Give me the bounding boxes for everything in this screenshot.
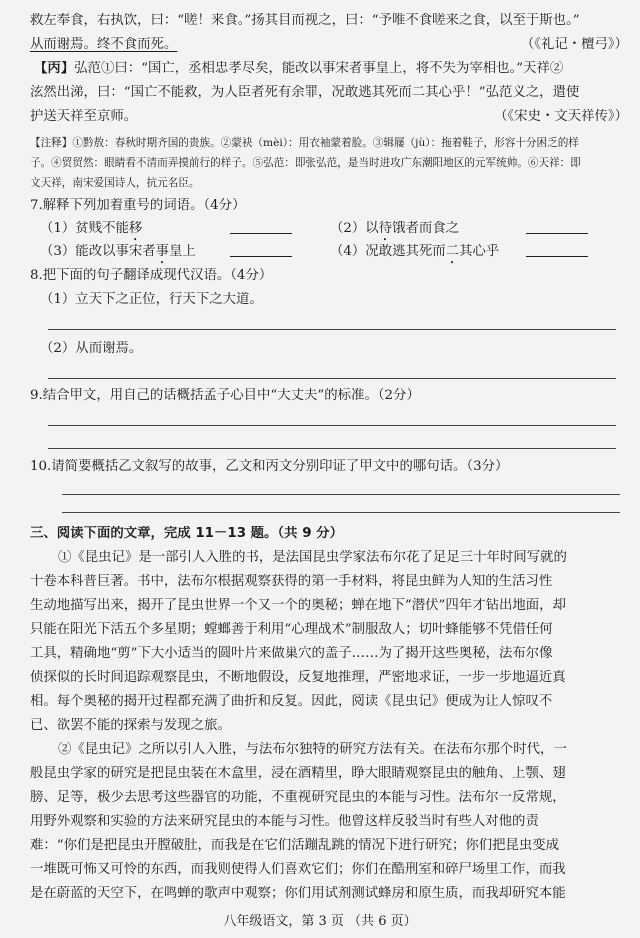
text-span: （3）能改以事宋者 <box>40 244 156 259</box>
text-line: 护送天祥至京师。 <box>30 109 138 124</box>
paragraph-1-line: 只能在阳光下活五个多星期；螳螂善于利用“心理战术”制服敌人；切叶蜂能够不凭借任何 <box>30 622 553 637</box>
text-span: （4）况敢逃其死而 <box>330 244 446 259</box>
emphasis-word: 二 <box>445 244 460 259</box>
underlined-sentence: 从而谢焉。终不食而死。 <box>30 37 178 52</box>
q7-item-4 <box>330 244 530 267</box>
paragraph-2-line: 般昆虫学家的研究是把昆虫装在木盒里，浸在酒精里，睁大眼睛观察昆虫的触角、上颚、翅 <box>30 766 566 781</box>
paragraph-1-line: 侦探似的长时间追踪观察昆虫，不断地假设，反复地推理，严密地求证，一步一步地逼近真 <box>30 670 566 685</box>
answer-line[interactable] <box>48 329 616 330</box>
paragraph-2-line: 膀、足等，极少去思考这些器官的功能，不重视研究昆虫的本能与习性。法布尔一反常规， <box>30 790 566 805</box>
paragraph-1-line: 生动地描写出来，揭开了昆虫世界一个又一个的奥秘；蝉在地下“潜伏”四年才钻出地面，却 <box>30 598 566 613</box>
text-line: 救左奉食，右执饮，曰：“嗟！来食。”扬其目而视之，曰：“予唯不食嗟来之食，以至于斯也。” <box>30 13 580 28</box>
answer-blank[interactable] <box>526 244 588 257</box>
text-span: 其心乎 <box>459 244 500 259</box>
text-line <box>34 61 628 77</box>
question-title: 9.结合甲文，用自己的话概括孟子心目中“大丈夫”的标准。（2分） <box>30 388 420 403</box>
note-line: 文天祥，南宋爱国诗人，抗元名臣。 <box>30 177 200 189</box>
page-footer: 八年级语文，第 3 页 （共 6 页） <box>223 914 417 929</box>
paragraph-1-line: 相。每个奥秘的揭开过程都充满了曲折和反复。因此，阅读《昆虫记》便成为让人惊叹不 <box>30 694 553 709</box>
answer-line[interactable] <box>48 448 616 449</box>
answer-line[interactable] <box>48 378 616 379</box>
text-span: 弘范①曰：“国亡，丞相忠孝尽矣，能改以事宋者事皇上，将不失为宰相也。”天祥② <box>74 61 564 76</box>
paragraph-1-line: ①《昆虫记》是一部引人入胜的书，是法国昆虫学家法布尔花了足足三十年时间写就的 <box>58 550 567 565</box>
source-citation: （《宋史・文天祥传》） <box>494 109 628 124</box>
answer-blank-wrap <box>224 221 304 239</box>
text-span: 饿者而食之 <box>392 221 460 236</box>
emphasis-word: 事 <box>155 244 170 259</box>
paragraph-2-line: 用野外观察和实验的方法来研究昆虫的本能与习性。他曾这样反驳当时有些人对他的责 <box>30 814 539 829</box>
q7-item-3 <box>40 244 240 267</box>
answer-blank[interactable] <box>526 221 588 234</box>
answer-blank-wrap <box>224 244 304 262</box>
text-span: （2）以 <box>330 221 379 236</box>
note-line: 【注释】①黔敖：春秋时期齐国的贵族。②蒙袂（mèi）：用衣袖蒙着脸。③辑屦（jù）：拖着鞋子，形容十分困乏的样 <box>30 137 579 149</box>
source-citation: （《礼记・檀弓》） <box>520 37 628 52</box>
passage-tag: 【丙】 <box>34 61 75 76</box>
emphasis-word: 移 <box>128 221 143 236</box>
paragraph-2-line: 一堆既可怖又可怜的东西，而我则使得人们喜欢它们；你们在酷刑室和碎尸场里工作，而我 <box>30 862 566 877</box>
paragraph-2-line: ②《昆虫记》之所以引人入胜，与法布尔独特的研究方法有关。在法布尔那个时代，一 <box>58 742 567 757</box>
answer-blank-wrap <box>520 244 600 262</box>
text-span: （1）贫贱不能 <box>40 221 129 236</box>
paragraph-1-line: 工具，精确地“剪”下大小适当的圆叶片来做巢穴的盖子……为了揭开这些奥秘，法布尔像 <box>30 646 553 661</box>
emphasis-word: 待 <box>378 221 393 236</box>
answer-blank-wrap <box>520 221 600 239</box>
answer-blank[interactable] <box>230 244 292 257</box>
q7-item-2 <box>330 221 530 244</box>
answer-blank[interactable] <box>230 221 292 234</box>
note-line: 子。④贸贸然：眼睛看不清而弄摸前行的样子。⑤弘范：即张弘范，是当时进攻广东潮阳地区的元军统帅。⑥天祥：即 <box>30 157 581 169</box>
section-heading: 三、阅读下面的文章，完成 11－13 题。（共 9 分） <box>30 526 343 541</box>
text-line: 泫然出涕，曰：“国亡不能救，为人臣者死有余罪，况敢逃其死而二其心乎！”弘范义之，遣使 <box>30 85 580 100</box>
answer-line[interactable] <box>48 425 616 426</box>
answer-line[interactable] <box>62 494 620 495</box>
question-title: 10.请简要概括乙文叙写的故事，乙文和丙文分别印证了甲文中的哪句话。（3分） <box>30 459 509 474</box>
question-title: 7.解释下列加着重号的词语。（4分） <box>30 198 246 213</box>
q8-sentence-2: （2）从而谢焉。 <box>40 341 143 356</box>
paragraph-1-line: 十卷本科普巨著。书中，法布尔根据观察获得的第一手材料，将昆虫鲜为人知的生活习性 <box>30 574 553 589</box>
q8-sentence-1: （1）立天下之正位，行天下之大道。 <box>40 292 263 307</box>
answer-line[interactable] <box>62 512 620 513</box>
paragraph-2-line: 是在蔚蓝的天空下，在鸣蝉的歌声中观察；你们用试剂测试蜂房和原生质，而我却研究本能 <box>30 886 566 901</box>
paragraph-2-line: 难：“你们是把昆虫开膛破肚，而我是在它们活蹦乱跳的情况下进行研究；你们把昆虫变成 <box>30 838 560 853</box>
text-span: 皇上 <box>169 244 196 259</box>
question-title: 8.把下面的句子翻译成现代汉语。（4分） <box>30 268 273 283</box>
paragraph-1-line: 已、欲罢不能的探索与发现之旅。 <box>30 718 231 733</box>
